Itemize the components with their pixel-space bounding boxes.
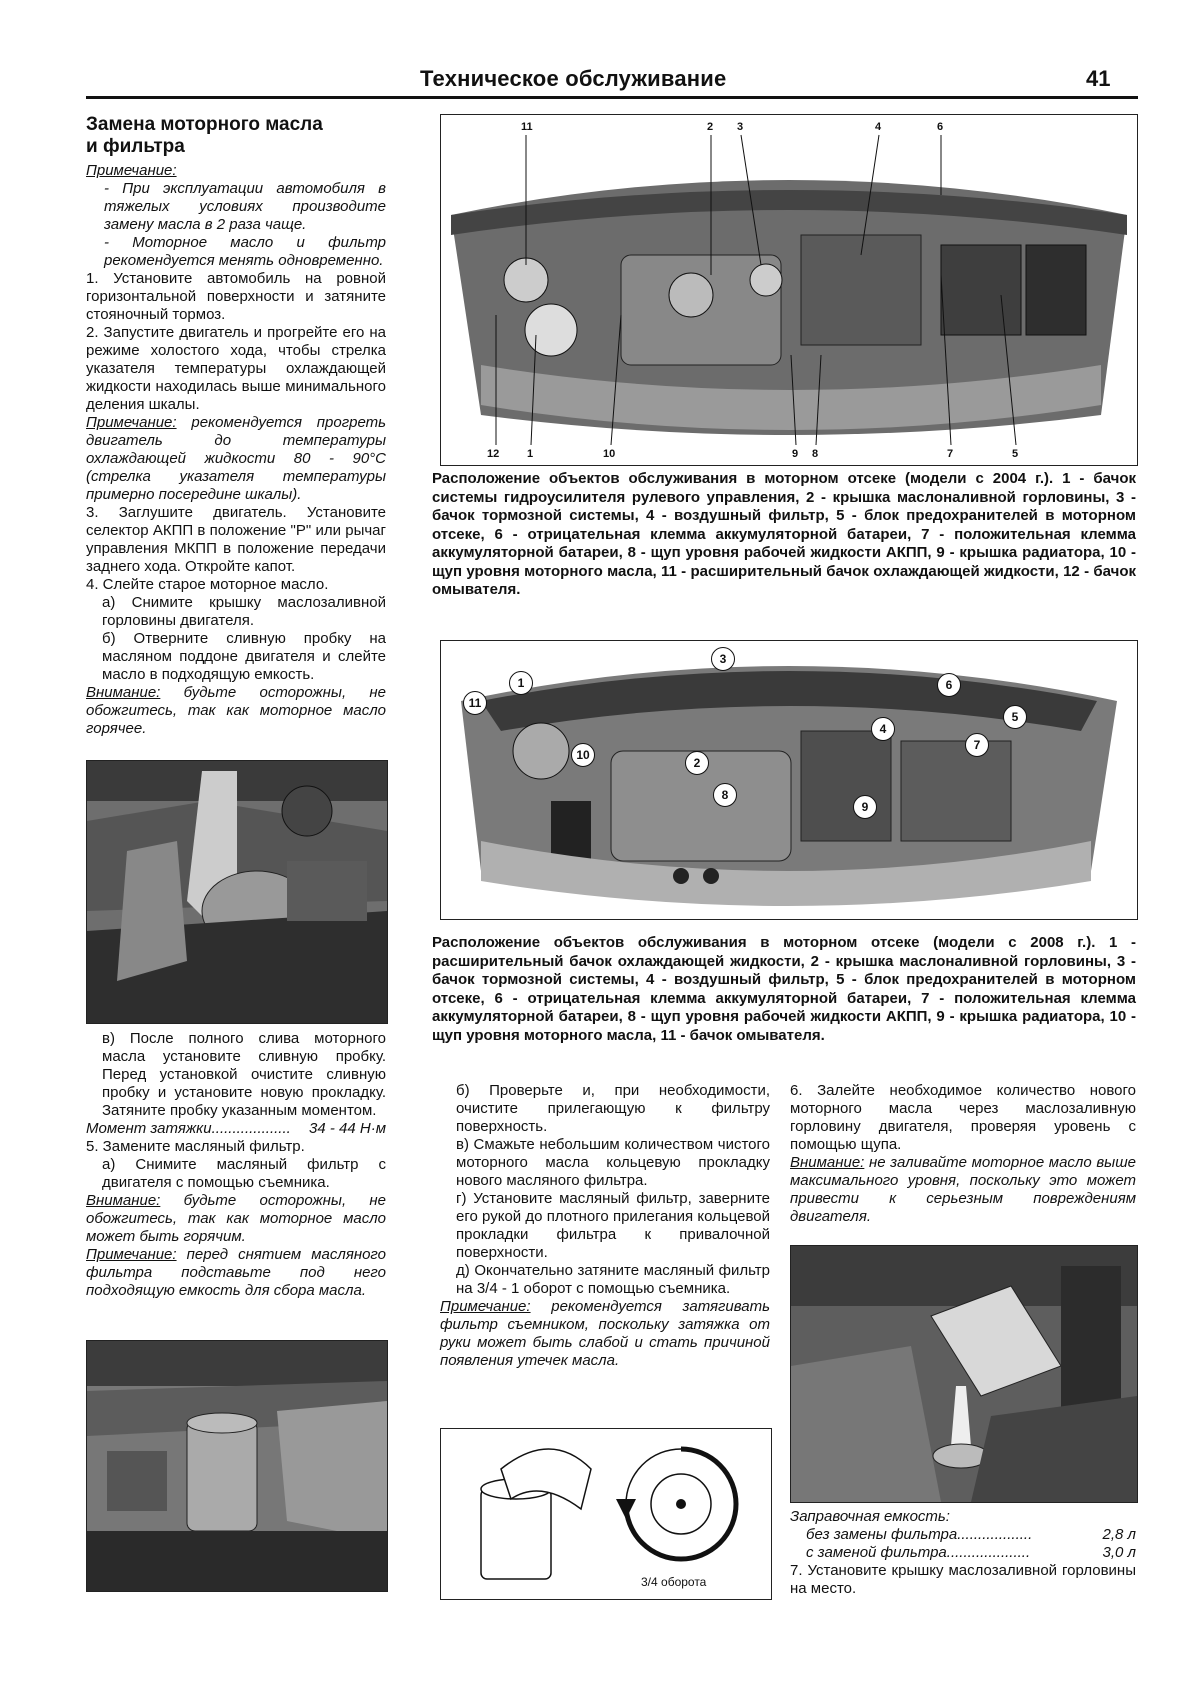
engine-bay-2004-photo xyxy=(440,114,1138,466)
left-column-top xyxy=(86,114,386,738)
right-warning-text: не заливайте моторное масло выше максимального уровня, поскольку это может привести к серьезным повреждениям двигателя. xyxy=(790,1154,1137,1225)
middle-column xyxy=(440,1082,770,1370)
step-5a: а) Снимите масляный фильтр с двигателя с помощью съемника. xyxy=(102,1156,386,1191)
mid-note-label: Примечание: xyxy=(440,1298,531,1315)
capacity-title: Заправочная емкость: xyxy=(790,1508,950,1525)
step-1: 1. Установите автомобиль на ровной горизонтальной поверхности и затяните стояночный тормоз. xyxy=(86,270,386,323)
step-5d: г) Установите масляный фильтр, заверните его рукой до плотного прилегания кольцевой прокладки фильтра к привалочной поверхности. xyxy=(456,1190,770,1261)
fig1-marker-5: 5 xyxy=(1012,448,1019,460)
fig1-marker-7: 7 xyxy=(947,448,954,460)
step-5: 5. Замените масляный фильтр. xyxy=(86,1138,305,1155)
fig1-marker-4: 4 xyxy=(875,121,882,133)
fig2-marker-9: 9 xyxy=(853,795,877,819)
fig1-marker-10: 10 xyxy=(603,448,616,460)
fig2-marker-8: 8 xyxy=(713,783,737,807)
fig1-caption: Расположение объектов обслуживания в моторном отсеке (модели с 2004 г.). 1 - бачок системы гидроусилителя рулевого управления, 2 - крышка маслоналивной горловины, 3 - бачок тормозной системы, 4 - воздушный фильтр, 5 - блок предохранителей в моторном отсеке, 6 - отрицательная клемма аккумуляторной батареи, 7 - положительная клемма аккумуляторной батареи, 8 - щуп уровня рабочей жидкости АКПП, 9 - крышка радиатора, 10 - щуп уровня моторного масла, 11 - расширительный бачок охлаждающей жидкости, 12 - бачок омывателя. xyxy=(432,470,1136,598)
fig1-marker-2: 2 xyxy=(707,121,714,133)
fig2-marker-3: 3 xyxy=(711,647,735,671)
step-2: 2. Запустите двигатель и прогрейте его на режиме холостого хода, чтобы стрелка указателя температуры охлаждающей жидкости находилась выше минимального деления шкалы. xyxy=(86,324,386,413)
diagram-label: 3/4 оборота xyxy=(641,1575,707,1589)
note3-label: Примечание: xyxy=(86,1246,177,1263)
step-7: 7. Установите крышку маслозаливной горловины на место. xyxy=(790,1562,1136,1597)
oil-filter-photo xyxy=(86,1340,388,1592)
fig1-marker-11: 11 xyxy=(521,121,533,133)
drain-plug-photo xyxy=(86,760,388,1024)
engine-bay-2008-photo xyxy=(440,640,1138,920)
fig1-marker-12: 12 xyxy=(487,448,500,460)
header-rule xyxy=(86,96,1138,99)
note2-text: рекомендуется прогреть двигатель до температуры охлаждающей жидкости 80 - 90°C (стрелка указателя температуры примерно посередине шкалы). xyxy=(86,414,387,503)
step-4: 4. Слейте старое моторное масло. xyxy=(86,576,329,593)
note-text-2: - Моторное масло и фильтр рекомендуется менять одновременно. xyxy=(104,234,386,269)
step-5c: в) Смажьте небольшим количеством чистого моторного масла кольцевую прокладку нового масляного фильтра. xyxy=(456,1136,770,1189)
right-column-bottom xyxy=(790,1508,1136,1598)
page-header-title: Техническое обслуживание xyxy=(420,66,727,91)
fig2-marker-5: 5 xyxy=(1003,705,1027,729)
fig2-marker-4: 4 xyxy=(871,717,895,741)
fig2-marker-2: 2 xyxy=(685,751,709,775)
note2-label: Примечание: xyxy=(86,414,177,431)
step-6: 6. Залейте необходимое количество нового моторного масла через маслозаливную горловину двигателя, проверяя уровень с помощью щупа. xyxy=(790,1082,1136,1153)
torque-label: Момент затяжки................... xyxy=(86,1120,291,1137)
step-5e: д) Окончательно затяните масляный фильтр на 3/4 - 1 оборот с помощью съемника. xyxy=(456,1262,770,1297)
step-4b: б) Отверните сливную пробку на масляном поддоне двигателя и слейте масло в подходящую емкость. xyxy=(102,630,386,683)
torque-value: 34 - 44 Н·м xyxy=(309,1120,386,1137)
fig2-marker-11: 11 xyxy=(463,691,487,715)
warning2-label: Внимание: xyxy=(86,1192,161,1209)
note-label: Примечание: xyxy=(86,162,177,179)
fig2-marker-7: 7 xyxy=(965,733,989,757)
capacity-row-2: с заменой фильтра.................... 3,0 л xyxy=(806,1544,1136,1561)
step-5b: б) Проверьте и, при необходимости, очистите прилегающую к фильтру поверхность. xyxy=(456,1082,770,1135)
fig2-marker-6: 6 xyxy=(937,673,961,697)
warning-label: Внимание: xyxy=(86,684,161,701)
fig2-caption: Расположение объектов обслуживания в моторном отсеке (модели с 2008 г.). 1 - расширительный бачок охлаждающей жидкости, 2 - крышка маслоналивной горловины, 3 - бачок тормозной системы, 4 - воздушный фильтр, 5 - блок предохранителей в моторном отсеке, 6 - отрицательная клемма аккумуляторной батареи, 7 - положительная клемма аккумуляторной батареи, 8 - щуп уровня рабочей жидкости АКПП, 9 - крышка радиатора, 10 - щуп уровня моторного масла, 11 - бачок омывателя. xyxy=(432,934,1136,1044)
fig1-marker-1: 1 xyxy=(527,448,534,460)
capacity-row-1: без замены фильтра.................. 2,8 л xyxy=(806,1526,1136,1543)
section-title-line2: и фильтра xyxy=(86,136,185,157)
fig1-marker-6: 6 xyxy=(937,121,944,133)
mid-note-text: рекомендуется затягивать фильтр съемником, поскольку затяжка от руки может быть слабой и стать причиной появления утечек масла. xyxy=(440,1298,771,1369)
warning-text: будьте осторожны, не обожгитесь, так как моторное масло горячее. xyxy=(86,684,386,737)
fig1-marker-8: 8 xyxy=(812,448,819,460)
fig1-marker-9: 9 xyxy=(792,448,799,460)
oil-filling-photo xyxy=(790,1245,1138,1503)
note3-text: перед снятием масляного фильтра подставьте под него подходящую емкость для сбора масла. xyxy=(86,1246,386,1299)
step-4c: в) После полного слива моторного масла установите сливную пробку. Перед установкой очистите сливную пробку и установите новую прокладку. Затяните пробку указанным моментом. xyxy=(102,1030,386,1119)
fig1-marker-3: 3 xyxy=(737,121,744,133)
section-title-line1: Замена моторного масла xyxy=(86,114,323,135)
note-text-1: - При эксплуатации автомобиля в тяжелых условиях производите замену масла в 2 раза чаще. xyxy=(104,180,386,233)
filter-tightening-diagram xyxy=(440,1428,772,1600)
step-4a: а) Снимите крышку маслозаливной горловины двигателя. xyxy=(102,594,386,629)
warning2-text: будьте осторожны, не обожгитесь, так как моторное масло может быть горячим. xyxy=(86,1192,386,1245)
left-column-middle xyxy=(86,1030,386,1300)
step-3: 3. Заглушите двигатель. Установите селектор АКПП в положение "P" или рычаг управления МКПП в положение передачи заднего хода. Откройте капот. xyxy=(86,504,386,575)
right-warning-label: Внимание: xyxy=(790,1154,865,1171)
page-number: 41 xyxy=(1086,66,1111,91)
fig2-marker-10: 10 xyxy=(571,743,595,767)
right-column xyxy=(790,1082,1136,1226)
fig2-marker-1: 1 xyxy=(509,671,533,695)
